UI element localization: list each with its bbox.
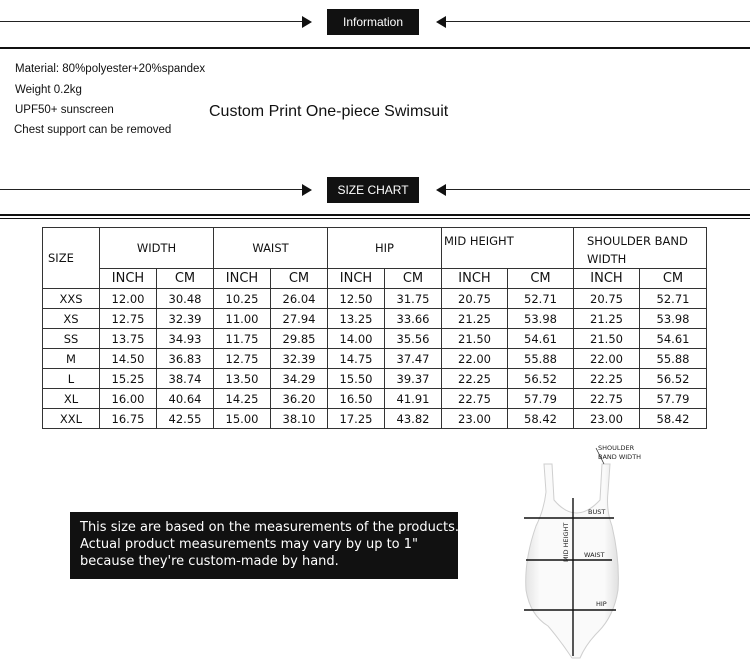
measurement-cell: 58.42 (640, 409, 707, 429)
measurement-cell: 22.00 (574, 349, 640, 369)
header-line-right (446, 189, 750, 190)
measurement-cell: 55.88 (640, 349, 707, 369)
measurement-cell: 56.52 (640, 369, 707, 389)
group-header-waist: WAIST (214, 228, 328, 269)
measurement-cell: 16.00 (100, 389, 157, 409)
measurement-cell: 32.39 (271, 349, 328, 369)
header-line-left (0, 21, 302, 22)
size-chart-title: SIZE CHART (327, 177, 419, 203)
measurement-cell: 16.75 (100, 409, 157, 429)
measurement-cell: 31.75 (385, 289, 442, 309)
measurement-cell: 26.04 (271, 289, 328, 309)
header-line-right (446, 21, 750, 22)
measurement-cell: 14.25 (214, 389, 271, 409)
measurement-cell: 12.75 (214, 349, 271, 369)
measurement-cell: 21.50 (574, 329, 640, 349)
measurement-cell: 37.47 (385, 349, 442, 369)
measurement-cell: 22.25 (574, 369, 640, 389)
size-cell: M (43, 349, 100, 369)
note-line: This size are based on the measurements of the products. (80, 520, 459, 535)
table-row (43, 349, 707, 369)
measurement-cell: 22.25 (442, 369, 508, 389)
table-row (43, 369, 707, 389)
measurement-cell: 23.00 (442, 409, 508, 429)
size-cell: XXL (43, 409, 100, 429)
size-rows (43, 289, 707, 429)
product-title: Custom Print One-piece Swimsuit (209, 103, 449, 120)
group-header-shoulder-band-width: SHOULDER BAND WIDTH (574, 228, 707, 269)
measurement-cell: 16.50 (328, 389, 385, 409)
label-shoulder: SHOULDER (598, 444, 635, 452)
unit-header-inch: INCH (100, 269, 157, 289)
measurement-cell: 17.25 (328, 409, 385, 429)
measurement-cell: 22.75 (442, 389, 508, 409)
measurement-cell: 57.79 (508, 389, 574, 409)
measurement-cell: 10.25 (214, 289, 271, 309)
measurement-cell: 23.00 (574, 409, 640, 429)
measurement-cell: 58.42 (508, 409, 574, 429)
table-row (43, 409, 707, 429)
header-arrow-right-icon (302, 184, 312, 196)
header-arrow-left-icon (436, 16, 446, 28)
measurement-cell: 14.50 (100, 349, 157, 369)
measurement-cell: 36.20 (271, 389, 328, 409)
measurement-cell: 55.88 (508, 349, 574, 369)
swimsuit-silhouette (526, 464, 619, 658)
unit-header-cm: CM (157, 269, 214, 289)
measurement-cell: 34.29 (271, 369, 328, 389)
info-chest-support: Chest support can be removed (14, 124, 172, 136)
measurement-cell: 38.10 (271, 409, 328, 429)
unit-header-inch: INCH (328, 269, 385, 289)
information-title: Information (327, 9, 419, 35)
measurement-cell: 20.75 (442, 289, 508, 309)
information-header (0, 9, 750, 35)
measurement-cell: 15.00 (214, 409, 271, 429)
measurement-cell: 21.25 (442, 309, 508, 329)
measurement-cell: 27.94 (271, 309, 328, 329)
measurement-cell: 35.56 (385, 329, 442, 349)
measurement-cell: 56.52 (508, 369, 574, 389)
table-row (43, 289, 707, 309)
label-hip: HIP (596, 600, 607, 608)
header-arrow-left-icon (436, 184, 446, 196)
group-header-hip: HIP (328, 228, 442, 269)
label-bust: BUST (588, 508, 606, 516)
measurement-note (70, 512, 458, 579)
table-unit-header-row (43, 269, 707, 289)
label-band-width: BAND WIDTH (598, 453, 642, 461)
size-header: SIZE (43, 228, 100, 289)
measurement-cell: 52.71 (640, 289, 707, 309)
divider (0, 47, 750, 49)
measurement-cell: 12.75 (100, 309, 157, 329)
measurement-cell: 12.50 (328, 289, 385, 309)
measurement-cell: 39.37 (385, 369, 442, 389)
unit-header-cm: CM (640, 269, 707, 289)
table-group-header-row (43, 228, 707, 269)
note-line: because they're custom-made by hand. (80, 554, 339, 569)
measurement-cell: 14.00 (328, 329, 385, 349)
measurement-cell: 15.25 (100, 369, 157, 389)
unit-header-cm: CM (385, 269, 442, 289)
label-waist: WAIST (584, 551, 605, 559)
measurement-cell: 34.93 (157, 329, 214, 349)
header-arrow-right-icon (302, 16, 312, 28)
group-header-width: WIDTH (100, 228, 214, 269)
measurement-cell: 53.98 (508, 309, 574, 329)
measurement-cell: 54.61 (508, 329, 574, 349)
measurement-cell: 20.75 (574, 289, 640, 309)
measurement-cell: 38.74 (157, 369, 214, 389)
measurement-cell: 33.66 (385, 309, 442, 329)
measurement-cell: 43.82 (385, 409, 442, 429)
measurement-cell: 36.83 (157, 349, 214, 369)
info-material: Material: 80%polyester+20%spandex (15, 63, 206, 75)
unit-header-cm: CM (271, 269, 328, 289)
measurement-cell: 11.75 (214, 329, 271, 349)
measurement-cell: 57.79 (640, 389, 707, 409)
size-cell: XS (43, 309, 100, 329)
divider (0, 214, 750, 216)
measurement-cell: 14.75 (328, 349, 385, 369)
measurement-cell: 21.50 (442, 329, 508, 349)
table-row (43, 329, 707, 349)
measurement-cell: 11.00 (214, 309, 271, 329)
measurement-cell: 42.55 (157, 409, 214, 429)
measurement-cell: 52.71 (508, 289, 574, 309)
table-row (43, 309, 707, 329)
measurement-cell: 13.50 (214, 369, 271, 389)
measurement-cell: 54.61 (640, 329, 707, 349)
size-cell: XXS (43, 289, 100, 309)
unit-header-inch: INCH (574, 269, 640, 289)
measurement-cell: 32.39 (157, 309, 214, 329)
label-mid-height: MID HEIGHT (562, 522, 570, 562)
measurement-cell: 13.25 (328, 309, 385, 329)
size-cell: L (43, 369, 100, 389)
size-cell: XL (43, 389, 100, 409)
size-cell: SS (43, 329, 100, 349)
measurement-cell: 30.48 (157, 289, 214, 309)
header-line-left (0, 189, 302, 190)
unit-header-cm: CM (508, 269, 574, 289)
group-header-mid-height: MID HEIGHT (442, 228, 574, 269)
measurement-cell: 13.75 (100, 329, 157, 349)
divider-thin (0, 218, 750, 219)
unit-header-inch: INCH (214, 269, 271, 289)
measurement-cell: 53.98 (640, 309, 707, 329)
swimsuit-measurement-diagram (510, 430, 740, 664)
measurement-cell: 40.64 (157, 389, 214, 409)
measurement-cell: 12.00 (100, 289, 157, 309)
size-chart-table (42, 227, 707, 429)
measurement-cell: 15.50 (328, 369, 385, 389)
measurement-cell: 29.85 (271, 329, 328, 349)
info-upf: UPF50+ sunscreen (15, 104, 114, 116)
measurement-cell: 21.25 (574, 309, 640, 329)
note-line: Actual product measurements may vary by up to 1" (80, 537, 419, 552)
unit-header-inch: INCH (442, 269, 508, 289)
size-chart-header (0, 177, 750, 203)
info-weight: Weight 0.2kg (15, 84, 82, 96)
measurement-cell: 22.00 (442, 349, 508, 369)
measurement-cell: 22.75 (574, 389, 640, 409)
measurement-cell: 41.91 (385, 389, 442, 409)
table-row (43, 389, 707, 409)
